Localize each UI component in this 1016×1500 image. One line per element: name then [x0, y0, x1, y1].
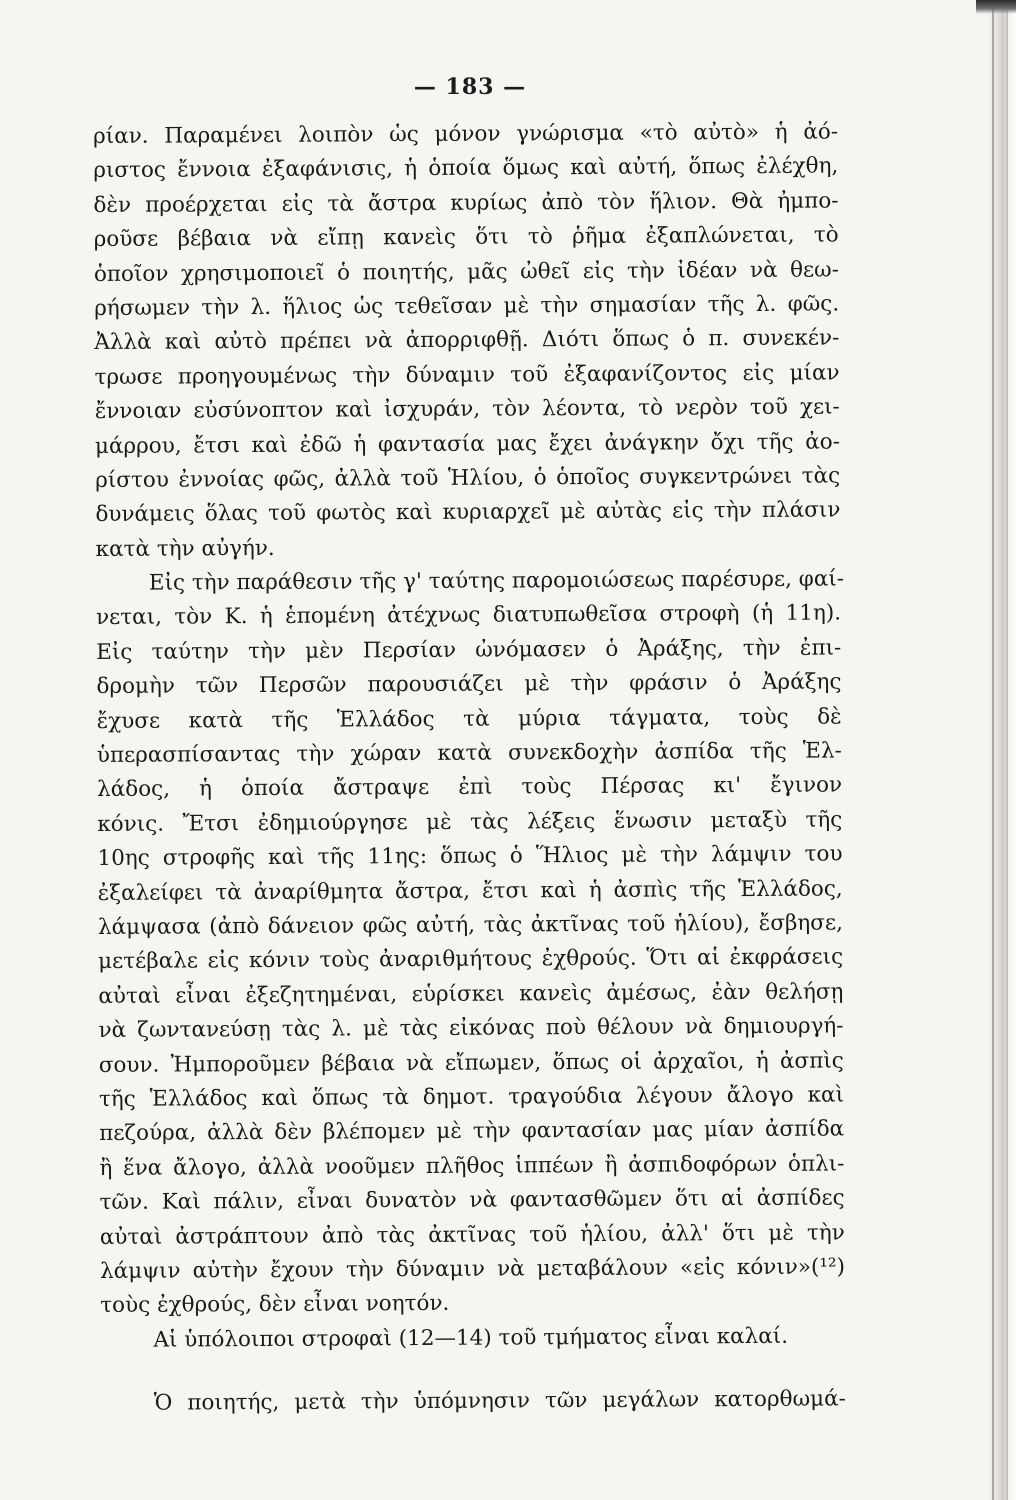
text-line: τῶν. Καὶ πάλιν, εἶναι δυνατὸν νὰ φαντασθῶμεν ὅτι αἱ ἀσπίδες — [99, 1185, 845, 1216]
text-line: τῆς Ἑλλάδος καὶ ὅπως τὰ δημοτ. τραγούδια λέγουν ἄλογο καὶ — [98, 1082, 845, 1112]
text-line: τοὺς ἐχθρούς, δὲν εἶναι νοητόν. — [100, 1291, 450, 1319]
page-number: — 183 — — [413, 74, 527, 100]
text-line: ἔχυσε κατὰ τῆς Ἑλλάδος τὰ μύρια τάγματα, τοὺς δὲ — [96, 704, 842, 734]
text-line: Εἰς ταύτην τὴν μὲν Περσίαν ὠνόμασεν ὁ Ἀράξης, τὴν ἐπι- — [96, 635, 842, 665]
text-line: δὲν προέρχεται εἰς τὰ ἄστρα κυρίως ἀπὸ τὸν ἥλιον. Θὰ ἠμπο- — [93, 188, 839, 218]
text-line: Εἰς τὴν παράθεσιν τῆς γ' ταύτης παρομοιώσεως παρέσυρε, φαί- — [148, 566, 845, 596]
text-line: Ἀλλὰ καὶ αὐτὸ πρέπει νὰ ἀπορριφθῇ. Διότι ὅπως ὁ π. συνεκέν- — [94, 325, 840, 356]
text-line: λάδος, ἡ ὁποία ἄστραψε ἐπὶ τοὺς Πέρσας κι' ἔγινον — [97, 772, 843, 803]
text-line: δυνάμεις ὅλας τοῦ φωτὸς καὶ κυριαρχεῖ μὲ αὐτὰς εἰς τὴν πλάσιν — [95, 497, 841, 528]
text-line: Αἱ ὑπόλοιποι στροφαὶ (12—14) τοῦ τμήματος εἶναι καλαί. — [153, 1323, 789, 1353]
text-line: κατὰ τὴν αὐγήν. — [95, 535, 275, 562]
text-line: ἐξαλείφει τὰ ἀναρίθμητα ἄστρα, ἔτσι καὶ ἡ ἀσπὶς τῆς Ἑλλάδος, — [97, 876, 843, 906]
text-line: ριστος ἔννοια ἐξαφάνισις, ἡ ὁποία ὅμως καὶ αὐτή, ὅπως ἐλέχθη, — [93, 153, 839, 184]
text-line: νεται, τὸν Κ. ἡ ἑπομένη ἀτέχνως διατυπωθεῖσα στροφὴ (ἡ 11η). — [95, 600, 842, 631]
text-line: τρωσε προηγουμένως τὴν δύναμιν τοῦ ἐξαφανίζοντος εἰς μίαν — [94, 360, 840, 390]
text-line: ἢ ἕνα ἄλογο, ἀλλὰ νοοῦμεν πλῆθος ἱππέων ἢ ἀσπιδοφόρων ὁπλι- — [99, 1151, 845, 1181]
text-line: Ὁ ποιητής, μετὰ τὴν ὑπόμνησιν τῶν μεγάλων κατορθωμά- — [153, 1386, 846, 1416]
text-line: ροῦσε βέβαια νὰ εἴπῃ κανεὶς ὅτι τὸ ῥῆμα ἐξαπλώνεται, τὸ — [93, 222, 839, 253]
text-line: 10ης στροφῆς καὶ τῆς 11ης: ὅπως ὁ Ἥλιος μὲ τὴν λάμψιν του — [97, 841, 843, 872]
text-line: αὐταὶ εἶναι ἐξεζητημέναι, εὑρίσκει κανεὶς ἀμέσως, ἐὰν θελήσῃ — [98, 979, 844, 1009]
text-line: δρομὴν τῶν Περσῶν παρουσιάζει μὲ τὴν φράσιν ὁ Ἀράξης — [96, 669, 842, 700]
scan-corner-mark — [976, 0, 1016, 14]
text-line: ὑπερασπίσαντας τὴν χώραν κατὰ συνεκδοχὴν ἀσπίδα τῆς Ἑλ- — [96, 738, 842, 769]
text-line: ὁποῖον χρησιμοποιεῖ ὁ ποιητής, μᾶς ὠθεῖ εἰς τὴν ἰδέαν νὰ θεω- — [93, 257, 840, 287]
text-line: μετέβαλε εἰς κόνιν τοὺς ἀναριθμήτους ἐχθρούς. Ὅτι αἱ ἐκφράσεις — [98, 944, 844, 975]
text-line: ρήσωμεν τὴν λ. ἥλιος ὡς τεθεῖσαν μὲ τὴν σημασίαν τῆς λ. φῶς. — [94, 291, 840, 321]
text-line: πεζούρα, ἀλλὰ δὲν βλέπομεν μὲ τὴν φαντασίαν μας μίαν ἀσπίδα — [99, 1116, 845, 1147]
text-line: κόνις. Ἔτσι ἐδημιούργησε μὲ τὰς λέξεις ἕνωσιν μεταξὺ τῆς — [97, 807, 843, 837]
text-line: ρίστου ἐννοίας φῶς, ἀλλὰ τοῦ Ἡλίου, ὁ ὁποῖος συγκεντρώνει τὰς — [95, 463, 841, 493]
text-line: ἔννοιαν εὐσύνοπτον καὶ ἰσχυράν, τὸν λέοντα, τὸ νερὸν τοῦ χει- — [94, 394, 840, 425]
page-edge-line — [992, 0, 994, 1500]
body-text — [93, 115, 846, 1421]
text-line: μάρρου, ἔτσι καὶ ἐδῶ ἡ φαντασία μας ἔχει ἀνάγκην ὄχι τῆς ἀο- — [94, 428, 841, 459]
text-line: ρίαν. Παραμένει λοιπὸν ὡς μόνον γνώρισμα «τὸ αὐτὸ» ἡ ἀό- — [93, 119, 839, 149]
text-line: αὐταὶ ἀστράπτουν ἀπὸ τὰς ἀκτῖνας τοῦ ἡλίου, ἀλλ' ὅτι μὲ τὴν — [99, 1219, 845, 1250]
page-edge-line — [1006, 0, 1008, 1500]
text-line: σουν. Ἠμποροῦμεν βέβαια νὰ εἴπωμεν, ὅπως οἱ ἀρχαῖοι, ἡ ἀσπὶς — [98, 1047, 844, 1078]
text-line: λάμψιν αὐτὴν ἔχουν τὴν δύναμιν νὰ μεταβάλουν «εἰς κόνιν»(¹²) — [99, 1254, 846, 1284]
text-line: νὰ ζωντανεύσῃ τὰς λ. μὲ τὰς εἰκόνας ποὺ θέλουν νὰ δημιουργή- — [98, 1013, 844, 1044]
text-line: λάμψασα (ἀπὸ δάνειον φῶς αὐτή, τὰς ἀκτῖνας τοῦ ἡλίου), ἔσβησε, — [97, 910, 843, 940]
